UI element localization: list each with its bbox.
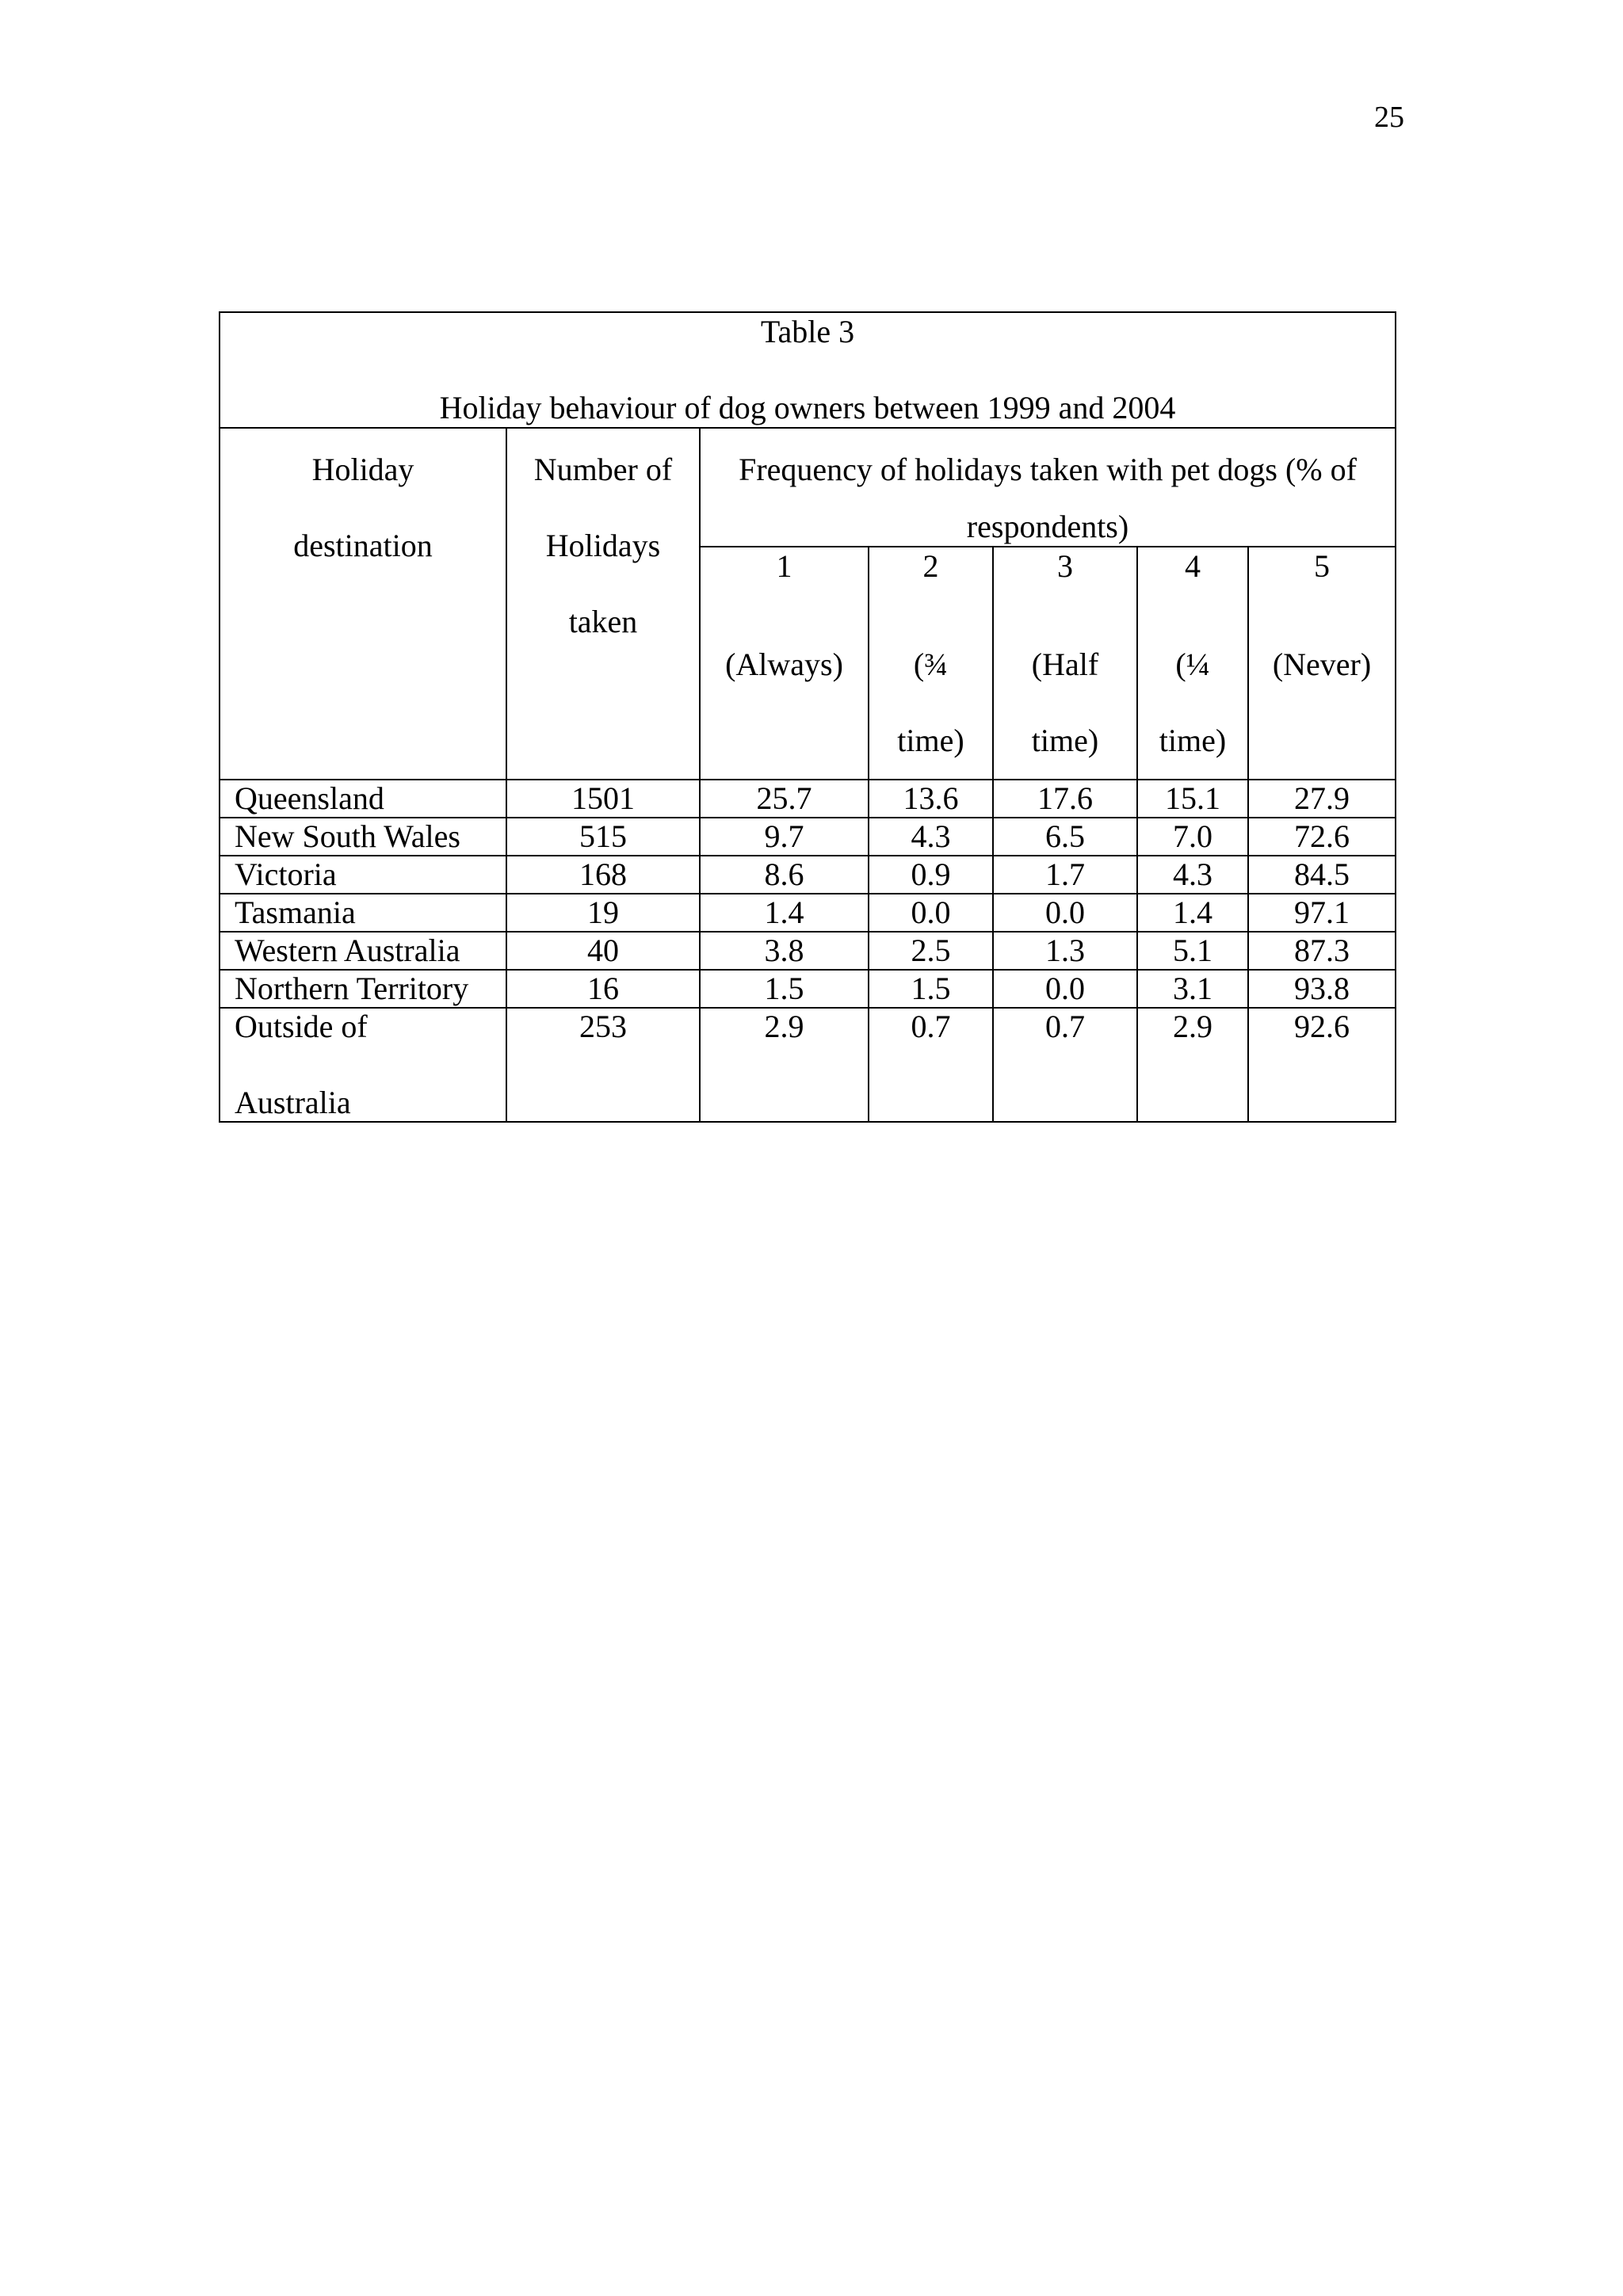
freq-cell: 1.4 — [700, 894, 869, 932]
header-destination-line2: destination — [293, 528, 433, 563]
holidays-cell: 515 — [506, 818, 700, 856]
level-number: 5 — [1314, 548, 1330, 584]
freq-cell: 0.0 — [993, 970, 1137, 1008]
table-row — [220, 894, 1396, 932]
holidays-cell: 16 — [506, 970, 700, 1008]
freq-cell: 0.7 — [869, 1008, 993, 1122]
freq-cell: 72.6 — [1248, 818, 1396, 856]
table-row — [220, 970, 1396, 1008]
freq-cell: 2.9 — [1137, 1008, 1248, 1122]
table-row — [220, 1008, 1396, 1122]
destination-cell: New South Wales — [220, 818, 506, 856]
header-level-1 — [700, 547, 869, 780]
table-row — [220, 780, 1396, 818]
destination-cell: Queensland — [220, 780, 506, 818]
holidays-cell: 168 — [506, 856, 700, 894]
level-label-cont: time) — [1159, 723, 1227, 758]
freq-cell: 17.6 — [993, 780, 1137, 818]
freq-cell: 1.3 — [993, 932, 1137, 970]
freq-cell: 92.6 — [1248, 1008, 1396, 1122]
level-label: (Never) — [1272, 646, 1372, 682]
freq-cell: 1.4 — [1137, 894, 1248, 932]
level-number: 1 — [776, 548, 792, 584]
level-label: (¾ — [913, 646, 949, 682]
table-caption-title: Table 3 — [760, 314, 855, 349]
header-destination — [220, 428, 506, 780]
freq-cell: 4.3 — [1137, 856, 1248, 894]
header-level-4 — [1137, 547, 1248, 780]
freq-cell: 13.6 — [869, 780, 993, 818]
destination-line1: Outside of — [235, 1009, 368, 1044]
freq-cell: 9.7 — [700, 818, 869, 856]
freq-cell: 2.5 — [869, 932, 993, 970]
destination-cell: Victoria — [220, 856, 506, 894]
freq-cell: 84.5 — [1248, 856, 1396, 894]
level-number: 2 — [922, 548, 939, 584]
level-label: (¼ — [1175, 646, 1210, 682]
freq-cell: 5.1 — [1137, 932, 1248, 970]
freq-cell: 6.5 — [993, 818, 1137, 856]
freq-cell: 97.1 — [1248, 894, 1396, 932]
table-caption — [220, 312, 1396, 428]
header-level-3 — [993, 547, 1137, 780]
destination-line2: Australia — [235, 1085, 351, 1120]
header-destination-line1: Holiday — [311, 452, 414, 487]
table-row — [220, 818, 1396, 856]
freq-cell: 0.0 — [869, 894, 993, 932]
header-level-5 — [1248, 547, 1396, 780]
freq-cell: 4.3 — [869, 818, 993, 856]
freq-cell: 0.7 — [993, 1008, 1137, 1122]
table-row — [220, 932, 1396, 970]
freq-cell: 1.7 — [993, 856, 1137, 894]
level-number: 4 — [1185, 548, 1201, 584]
freq-cell: 0.0 — [993, 894, 1137, 932]
level-label-cont: time) — [1031, 723, 1099, 758]
holidays-cell: 253 — [506, 1008, 700, 1122]
holidays-cell: 1501 — [506, 780, 700, 818]
header-frequency — [700, 428, 1396, 547]
freq-cell: 2.9 — [700, 1008, 869, 1122]
freq-cell: 8.6 — [700, 856, 869, 894]
freq-cell: 1.5 — [869, 970, 993, 1008]
freq-cell: 15.1 — [1137, 780, 1248, 818]
table-row — [220, 856, 1396, 894]
freq-cell: 87.3 — [1248, 932, 1396, 970]
header-number-of-holidays — [506, 428, 700, 780]
level-label: (Always) — [725, 646, 843, 682]
freq-cell: 3.1 — [1137, 970, 1248, 1008]
holidays-cell: 19 — [506, 894, 700, 932]
header-frequency-line1: Frequency of holidays taken with pet dogs (% of — [739, 452, 1357, 487]
header-frequency-line2: respondents) — [966, 509, 1129, 544]
level-label: (Half — [1031, 646, 1099, 682]
level-label-cont: time) — [897, 723, 964, 758]
header-number-line2: Holidays — [545, 528, 661, 563]
header-number-line1: Number of — [533, 452, 673, 487]
destination-cell: Western Australia — [220, 932, 506, 970]
level-number: 3 — [1057, 548, 1073, 584]
header-level-2 — [869, 547, 993, 780]
freq-cell: 93.8 — [1248, 970, 1396, 1008]
freq-cell: 3.8 — [700, 932, 869, 970]
table-caption-subtitle: Holiday behaviour of dog owners between 1999 and 2004 — [439, 390, 1176, 425]
destination-cell — [220, 1008, 506, 1122]
freq-cell: 7.0 — [1137, 818, 1248, 856]
freq-cell: 0.9 — [869, 856, 993, 894]
destination-cell: Northern Territory — [220, 970, 506, 1008]
destination-cell: Tasmania — [220, 894, 506, 932]
header-number-line3: taken — [568, 604, 638, 639]
freq-cell: 1.5 — [700, 970, 869, 1008]
holiday-behaviour-table — [219, 311, 1396, 1123]
freq-cell: 25.7 — [700, 780, 869, 818]
freq-cell: 27.9 — [1248, 780, 1396, 818]
holidays-cell: 40 — [506, 932, 700, 970]
page-number: 25 — [1374, 101, 1404, 134]
